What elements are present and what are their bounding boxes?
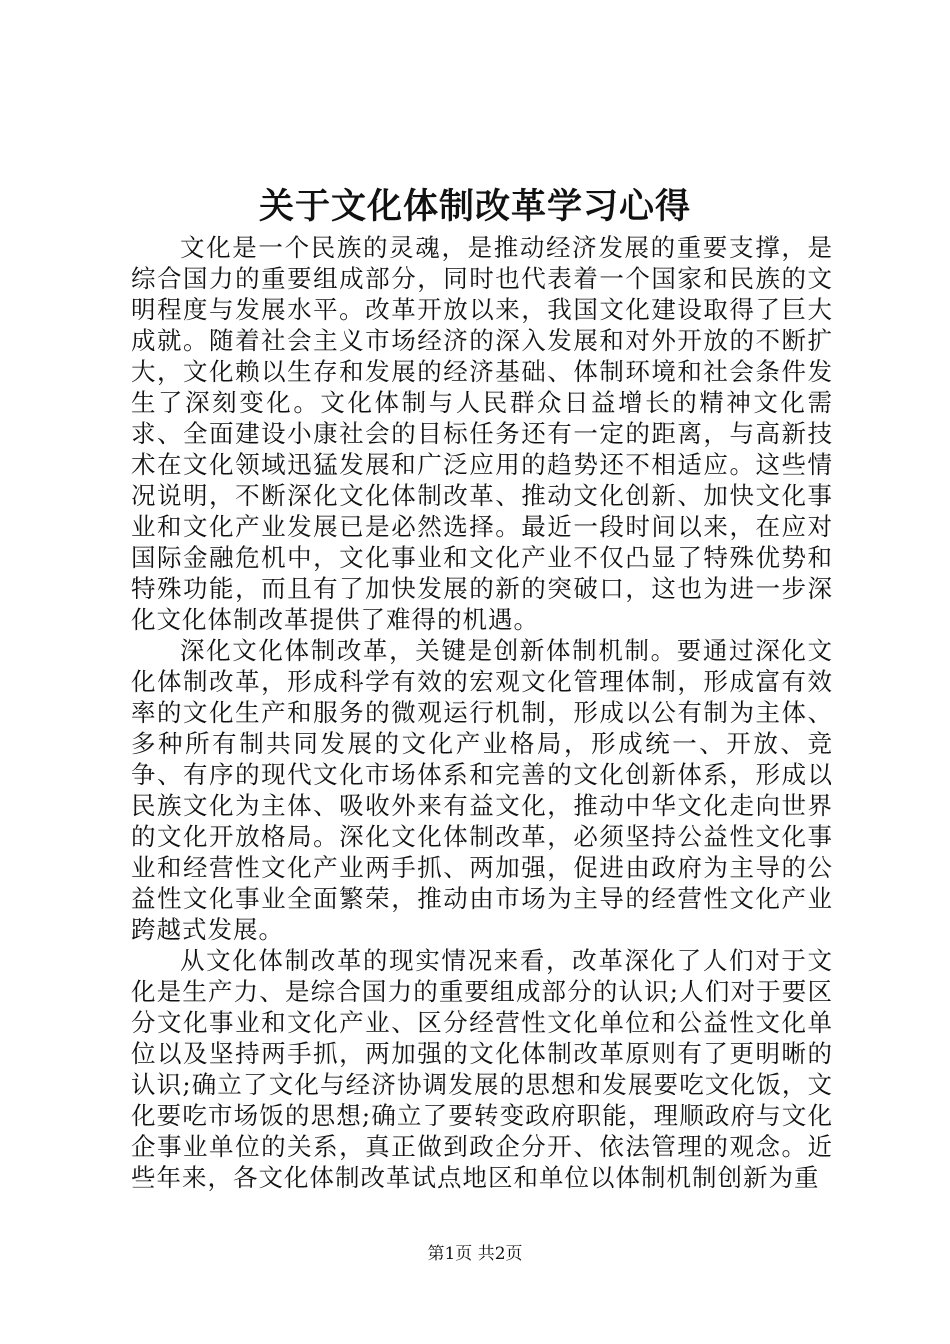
page-footer: 第1页 共2页 xyxy=(427,1244,523,1264)
paragraph-3: 从文化体制改革的现实情况来看，改革深化了人们对于文化是生产力、是综合国力的重要组成部分的认识;人们对于要区分文化事业和文化产业、区分经营性文化单位和公益性文化单位以及坚持两手抓，两加强的文化体制改革原则有了更明晰的认识;确立了文化与经济协调发展的思想和发展要吃文化饭，文化要吃市场饭的思想;确立了要转变政府职能，理顺政府与文化企事业单位的关系，真正做到政企分开、依法管理的观念。近些年来，各文化体制改革试点地区和单位以体制机制创新为重 xyxy=(131,946,833,1192)
document-title: 关于文化体制改革学习心得 xyxy=(258,186,691,227)
paragraph-2: 深化文化体制改革，关键是创新体制机制。要通过深化文化体制改革，形成科学有效的宏观文化管理体制，形成富有效率的文化生产和服务的微观运行机制，形成以公有制为主体、多种所有制共同发展的文化产业格局，形成统一、开放、竞争、有序的现代文化市场体系和完善的文化创新体系，形成以民族文化为主体、吸收外来有益文化，推动中华文化走向世界的文化开放格局。深化文化体制改革，必须坚持公益性文化事业和经营性文化产业两手抓、两加强，促进由政府为主导的公益性文化事业全面繁荣，推动由市场为主导的经营性文化产业跨越式发展。 xyxy=(131,636,833,944)
document-body xyxy=(131,232,833,1193)
paragraph-1: 文化是一个民族的灵魂，是推动经济发展的重要支撑，是综合国力的重要组成部分，同时也代表着一个国家和民族的文明程度与发展水平。改革开放以来，我国文化建设取得了巨大成就。随着社会主义市场经济的深入发展和对外开放的不断扩大，文化赖以生存和发展的经济基础、体制环境和社会条件发生了深刻变化。文化体制与人民群众日益增长的精神文化需求、全面建设小康社会的目标任务还有一定的距离，与高新技术在文化领域迅猛发展和广泛应用的趋势还不相适应。这些情况说明，不断深化文化体制改革、推动文化创新、加快文化事业和文化产业发展已是必然选择。最近一段时间以来，在应对国际金融危机中，文化事业和文化产业不仅凸显了特殊优势和特殊功能，而且有了加快发展的新的突破口，这也为进一步深化文化体制改革提供了难得的机遇。 xyxy=(131,233,833,634)
